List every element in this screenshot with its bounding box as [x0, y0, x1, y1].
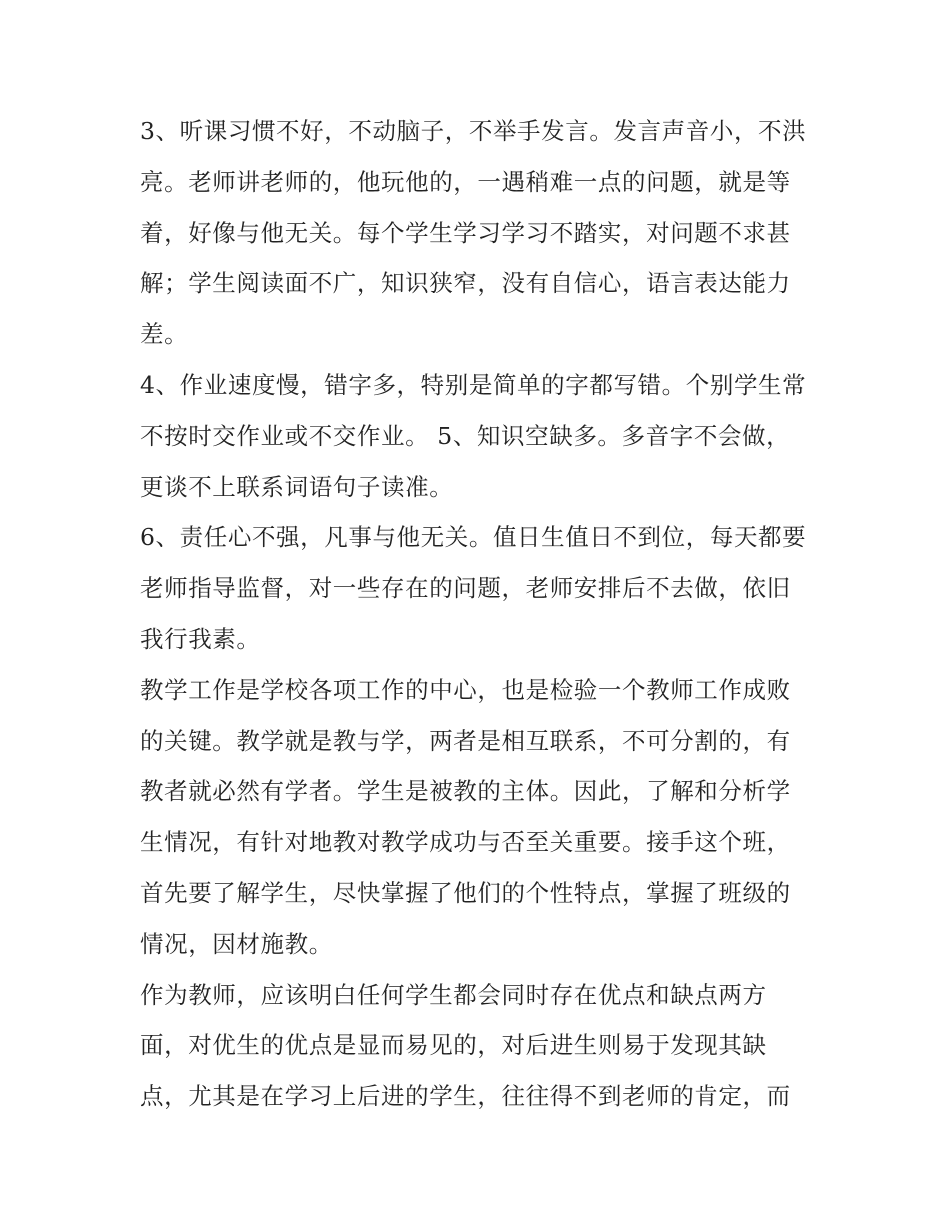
paragraph-teaching-work: 教学工作是学校各项工作的中心，也是检验一个教师工作成败的关键。教学就是教与学，两者是相互联系，不可分割的，有教者就必然有学者。学生是被教的主体。因此，了解和分析学生情况，有针对地教对教学成功与否至关重要。接手这个班，首先要了解学生，尽快掌握了他们的个性特点，掌握了班级的情况，因材施教。: [140, 675, 791, 958]
paragraph-homework-speed: 4、作业速度慢，错字多，特别是简单的字都写错。个别学生常不按时交作业或不交作业。 5、知识空缺多。多音字不会做，更谈不上联系词语句子读准。: [140, 370, 807, 501]
paragraph-as-teacher: 作为教师，应该明白任何学生都会同时存在优点和缺点两方面，对优生的优点是显而易见的，对后进生则易于发现其缺点，尤其是在学习上后进的学生，往往得不到老师的肯定，而: [140, 980, 791, 1111]
paragraph-responsibility: 6、责任心不强，凡事与他无关。值日生值日不到位，每天都要老师指导监督，对一些存在的问题，老师安排后不去做，依旧我行我素。: [140, 523, 807, 653]
document-body: [140, 106, 812, 1122]
paragraph-listening-habits: 3、听课习惯不好，不动脑子，不举手发言。发言声音小，不洪亮。老师讲老师的，他玩他的，一遇稍难一点的问题，就是等着，好像与他无关。每个学生学习学习不踏实，对问题不求甚解；学生阅读面不广，知识狭窄，没有自信心，语言表达能力差。: [140, 117, 807, 349]
